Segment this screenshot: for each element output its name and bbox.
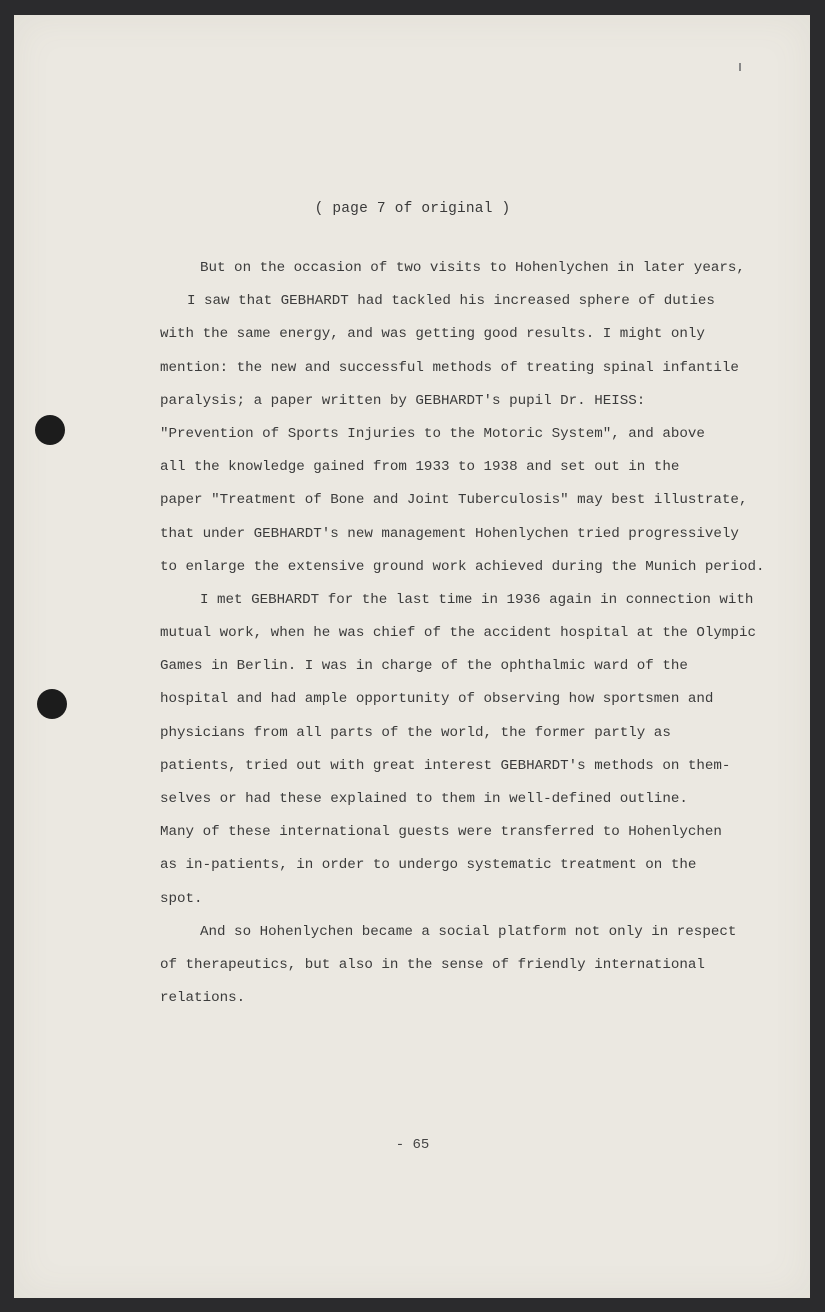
body-text [160, 252, 765, 1015]
text-line: "Prevention of Sports Injuries to the Motoric System", and above [160, 425, 705, 442]
text-line: And so Hohenlychen became a social platform not only in respect [200, 923, 737, 940]
text-line: But on the occasion of two visits to Hohenlychen in later years, [200, 260, 745, 276]
text-line: I met GEBHARDT for the last time in 1936 again in connection with [200, 591, 754, 608]
text-line: spot. [160, 890, 203, 907]
text-line: paralysis; a paper written by GEBHARDT's pupil Dr. HEISS: [160, 392, 646, 409]
text-line: hospital and had ample opportunity of observing how sportsmen and [160, 691, 714, 708]
punch-hole-top [35, 415, 65, 445]
text-line: I saw that GEBHARDT had tackled his increased sphere of duties [187, 293, 715, 310]
text-line: to enlarge the extensive ground work achieved during the Munich period. [160, 558, 765, 575]
text-line: mention: the new and successful methods of treating spinal infantile [160, 359, 739, 376]
paper-speck [739, 63, 741, 71]
text-line: mutual work, when he was chief of the accident hospital at the Olympic [160, 625, 756, 642]
punch-hole-bottom [37, 689, 67, 719]
text-line: selves or had these explained to them in well-defined outline. [160, 791, 688, 807]
text-line: of therapeutics, but also in the sense of friendly international [160, 956, 705, 973]
text-line: with the same energy, and was getting good results. I might only [160, 326, 705, 343]
text-line: physicians from all parts of the world, the former partly as [160, 724, 671, 741]
text-line: all the knowledge gained from 1933 to 1938 and set out in the [160, 459, 680, 476]
text-line: that under GEBHARDT's new management Hohenlychen tried progressively [160, 525, 739, 542]
text-line: paper "Treatment of Bone and Joint Tuberculosis" may best illustrate, [160, 492, 748, 509]
text-line: relations. [160, 990, 246, 1007]
text-line: Games in Berlin. I was in charge of the ophthalmic ward of the [160, 658, 688, 675]
page-number: - 65 [395, 1137, 430, 1153]
text-line: Many of these international guests were transferred to Hohenlychen [160, 824, 722, 841]
page-heading: ( page 7 of original ) [314, 201, 511, 217]
text-line: as in-patients, in order to undergo systematic treatment on the [160, 857, 697, 874]
text-line: patients, tried out with great interest GEBHARDT's methods on them- [160, 757, 731, 774]
